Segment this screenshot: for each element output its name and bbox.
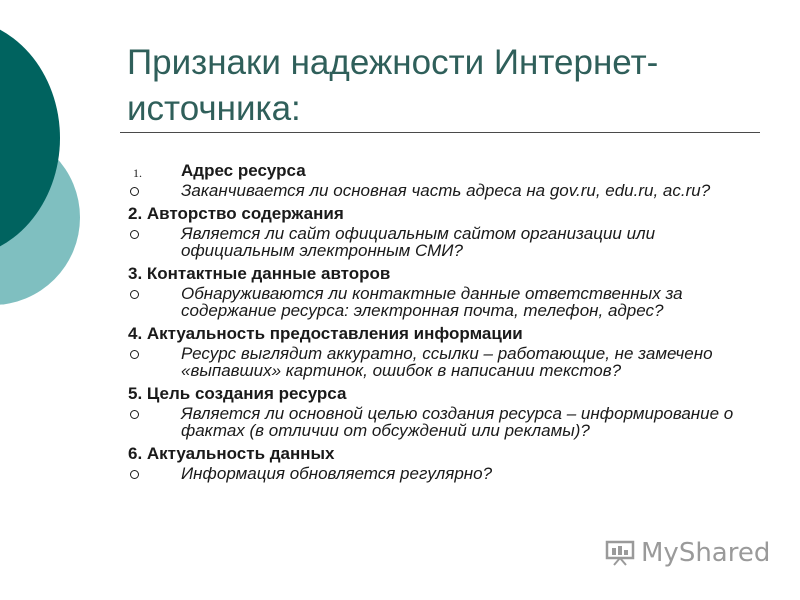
presentation-board-icon [605, 540, 635, 566]
item-bullet [128, 345, 768, 379]
item-number: 1. [133, 166, 142, 180]
list-item [128, 383, 768, 439]
item-heading: 4. Актуальность предоставления информации [128, 324, 523, 343]
item-heading: 5. Цель создания ресурса [128, 384, 347, 403]
bullet-text: Информация обновляется регулярно? [181, 464, 493, 483]
circle-bullet-icon [130, 230, 139, 239]
title-divider [120, 132, 760, 133]
circle-bullet-icon [130, 290, 139, 299]
bullet-text: Заканчивается ли основная часть адреса на gov.ru, edu.ru, ac.ru? [181, 181, 711, 200]
item-heading: 6. Актуальность данных [128, 444, 335, 463]
item-bullet [128, 225, 768, 259]
item-bullet [128, 182, 768, 199]
bullet-text: Является ли сайт официальным сайтом организации или официальным электронным СМИ? [181, 224, 656, 260]
bullet-text: Обнаруживаются ли контактные данные ответственных за содержание ресурса: электронная почта, телефон, адрес? [181, 284, 683, 320]
list-item [128, 203, 768, 259]
list-item [128, 160, 768, 199]
item-bullet [128, 405, 768, 439]
list-item [128, 263, 768, 319]
list-item [128, 443, 768, 482]
criteria-list [128, 160, 768, 486]
slide-title: Признаки надежности Интернет-источника: [127, 43, 659, 128]
watermark-text: MyShared [641, 538, 771, 568]
circle-bullet-icon [130, 187, 139, 196]
item-bullet [128, 285, 768, 319]
circle-bullet-icon [130, 410, 139, 419]
watermark [605, 538, 770, 568]
bullet-text: Ресурс выглядит аккуратно, ссылки – работающие, не замечено «выпавших» картинок, ошибок в написании текстов? [181, 344, 713, 380]
circle-bullet-icon [130, 350, 139, 359]
circle-bullet-icon [130, 470, 139, 479]
item-heading: 3. Контактные данные авторов [128, 264, 391, 283]
item-heading: Адрес ресурса [181, 161, 306, 180]
item-heading: 2. Авторство содержания [128, 204, 344, 223]
item-bullet [128, 465, 768, 482]
list-item [128, 323, 768, 379]
bullet-text: Является ли основной целью создания ресурса – информирование о фактах (в отличии от обсуждений или рекламы)? [181, 404, 734, 440]
